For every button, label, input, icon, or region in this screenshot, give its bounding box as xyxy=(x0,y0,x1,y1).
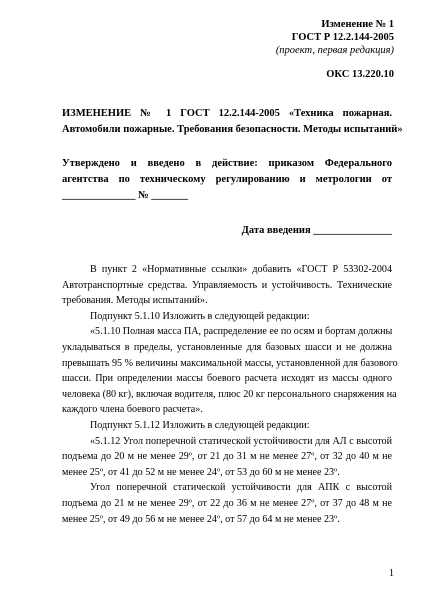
change-number: Изменение № 1 xyxy=(321,19,394,30)
body-line: Автотранспортные средства. Управляемость и устойчивость. Технические xyxy=(62,279,392,291)
oks-code: ОКС 13.220.10 xyxy=(326,69,394,80)
approval-line: агентства по техническому регулированию и метрологии от xyxy=(62,174,392,185)
standard-code: ГОСТ Р 12.2.144-2005 xyxy=(291,32,394,43)
document-body xyxy=(62,262,398,527)
introduction-date: Дата введения _______________ xyxy=(241,225,392,236)
body-line: укладываться в пределы, установленные для базовых шасси и не должна xyxy=(62,341,392,353)
body-line: шасси. При определении массы боевого расчета исходят из массы одного xyxy=(62,373,392,385)
body-line: Подпункт 5.1.12 Изложить в следующей редакции: xyxy=(90,419,310,431)
body-line: менее 25º, от 49 до 56 м не менее 24º, от 57 до 64 м не менее 23º. xyxy=(62,513,340,525)
body-line: «5.1.12 Угол поперечной статической устойчивости для АЛ с высотой xyxy=(90,435,392,447)
document-title xyxy=(62,106,403,138)
body-line: В пункт 2 «Нормативные ссылки» добавить «ГОСТ Р 53302-2004 xyxy=(90,264,392,275)
body-line: превышать 95 % величины максимальной массы, установленной для базового xyxy=(62,357,398,369)
body-line: Подпункт 5.1.10 Изложить в следующей редакции: xyxy=(90,310,310,322)
body-line: подъема до 20 м не менее 29º, от 21 до 31 м не менее 27º, от 32 до 40 м не xyxy=(62,451,392,463)
approval-line: ______________ № _______ xyxy=(62,190,189,201)
body-line: человека (80 кг), включая водителя, плюс 20 кг персонального снаряжения на xyxy=(62,388,397,400)
title-line: ИЗМЕНЕНИЕ № 1 ГОСТ 12.2.144-2005 «Техника пожарная. xyxy=(62,108,392,119)
body-line: менее 25º, от 41 до 52 м не менее 24º, от 53 до 60 м не менее 23º. xyxy=(62,466,340,478)
title-line: Автомобили пожарные. Требования безопасности. Методы испытаний» xyxy=(62,124,403,135)
body-line: требования. Методы испытаний». xyxy=(62,295,208,307)
draft-note: (проект, первая редакция) xyxy=(275,45,394,56)
body-line: «5.1.10 Полная масса ПА, распределение ее по осям и бортам должны xyxy=(90,326,393,338)
body-line: каждого члена боевого расчета». xyxy=(62,404,203,416)
page-number: 1 xyxy=(389,568,394,579)
approval-line: Утверждено и введено в действие: приказом Федерального xyxy=(62,158,392,169)
body-line: Угол поперечной статической устойчивости для АПК с высотой xyxy=(90,482,392,494)
body-line: подъема до 21 м не менее 29º, от 22 до 36 м не менее 27º, от 37 до 48 м не xyxy=(62,497,392,509)
approval-statement xyxy=(62,156,392,204)
